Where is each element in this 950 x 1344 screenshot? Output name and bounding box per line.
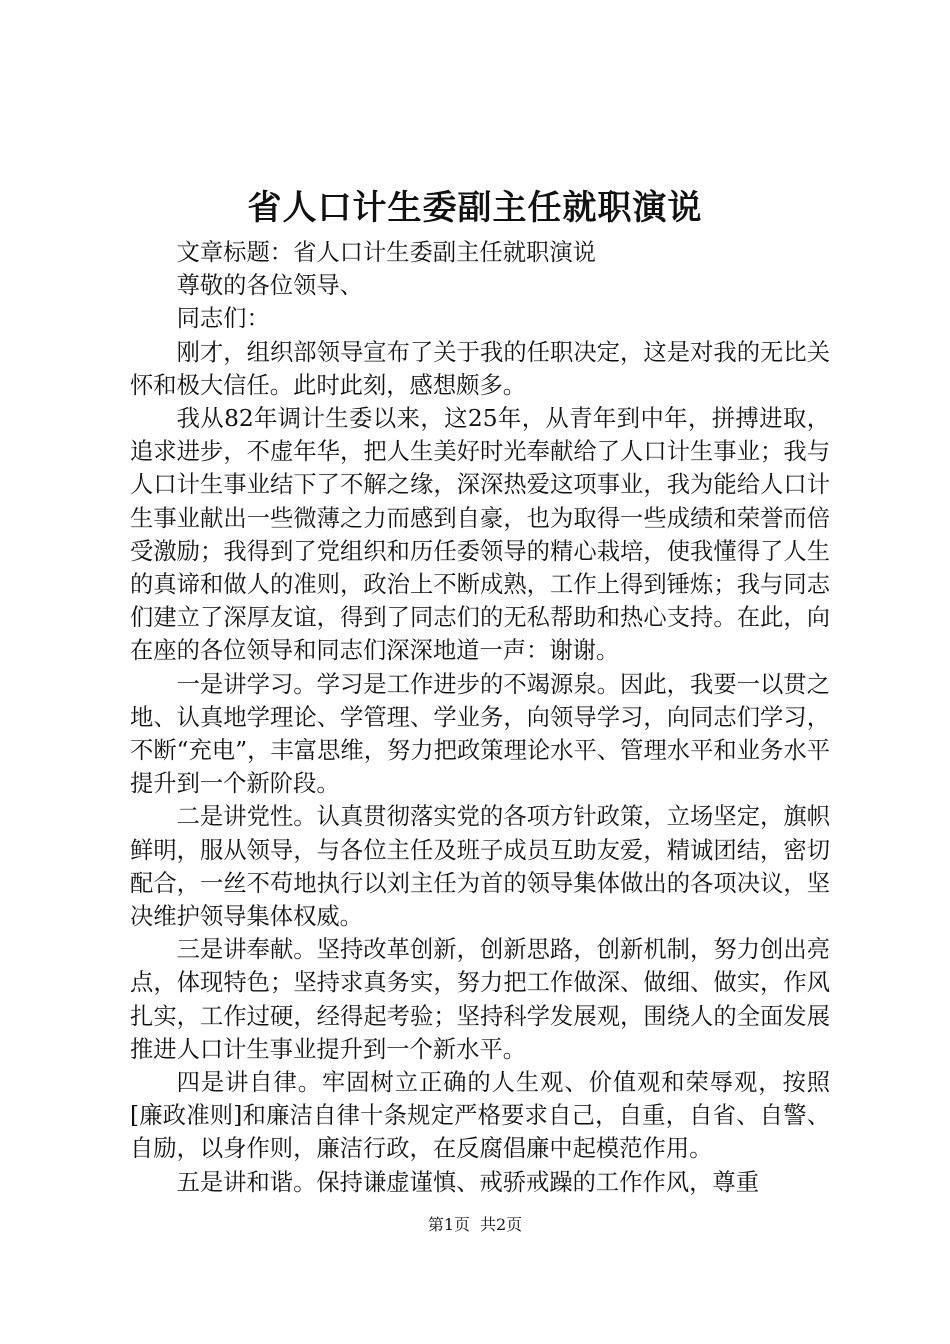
page-footer: [0, 1215, 950, 1235]
paragraph-point-1: 一是讲学习。学习是工作进步的不竭源泉。因此，我要一以贯之地、认真地学理论、学管理、学业务，向领导学习，向同志们学习，不断“充电”，丰富思维，努力把政策理论水平、管理水平和业务水平提升到一个新阶段。: [130, 670, 830, 798]
paragraph-opening: 刚才，组织部领导宣布了关于我的任职决定，这是对我的无比关怀和极大信任。此时此刻，感想颇多。: [130, 338, 830, 399]
document-title: 省人口计生委副主任就职演说: [247, 188, 703, 228]
paragraph-salutation-2: 同志们：: [176, 305, 270, 333]
paragraph-point-3: 三是讲奉献。坚持改革创新，创新思路，创新机制，努力创出亮点，体现特色；坚持求真务实，努力把工作做深、做细、做实，作风扎实，工作过硬，经得起考验；坚持科学发展观，围绕人的全面发展推进人口计生事业提升到一个新水平。: [130, 936, 830, 1063]
paragraph-salutation: 尊敬的各位领导、: [176, 272, 363, 300]
paragraph-point-5: 五是讲和谐。保持谦虚谨慎、戒骄戒躁的工作作风，尊重: [176, 1168, 760, 1196]
document-body: [130, 236, 830, 1199]
paragraph-point-2: 二是讲党性。认真贯彻落实党的各项方针政策，立场坚定，旗帜鲜明，服从领导，与各位主任及班子成员互助友爱，精诚团结，密切配合，一丝不苟地执行以刘主任为首的领导集体做出的各项决议，坚决维护领导集体权威。: [130, 803, 830, 931]
paragraph-point-4: 四是讲自律。牢固树立正确的人生观、价值观和荣辱观，按照[廉政准则]和廉洁自律十条规定严格要求自己，自重，自省、自警、自励，以身作则，廉洁行政，在反腐倡廉中起模范作用。: [130, 1069, 830, 1163]
page-number-total: 共2页: [480, 1215, 523, 1234]
page-number-current: 第1页: [427, 1215, 470, 1234]
paragraph-article-title: 文章标题：省人口计生委副主任就职演说: [176, 239, 596, 266]
paragraph-career: 我从82年调计生委以来，这25年，从青年到中年，拼搏进取，追求进步，不虚年华，把人生美好时光奉献给了人口计生事业；我与人口计生事业结下了不解之缘，深深热爱这项事业，我为能给人口计生事业献出一些微薄之力而感到自豪，也为取得一些成绩和荣誉而倍受激励；我得到了党组织和历任委领导的精心栽培，使我懂得了人生的真谛和做人的准则，政治上不断成熟，工作上得到锤炼；我与同志们建立了深厚友谊，得到了同志们的无私帮助和热心支持。在此，向在座的各位领导和同志们深深地道一声：谢谢。: [130, 405, 830, 665]
